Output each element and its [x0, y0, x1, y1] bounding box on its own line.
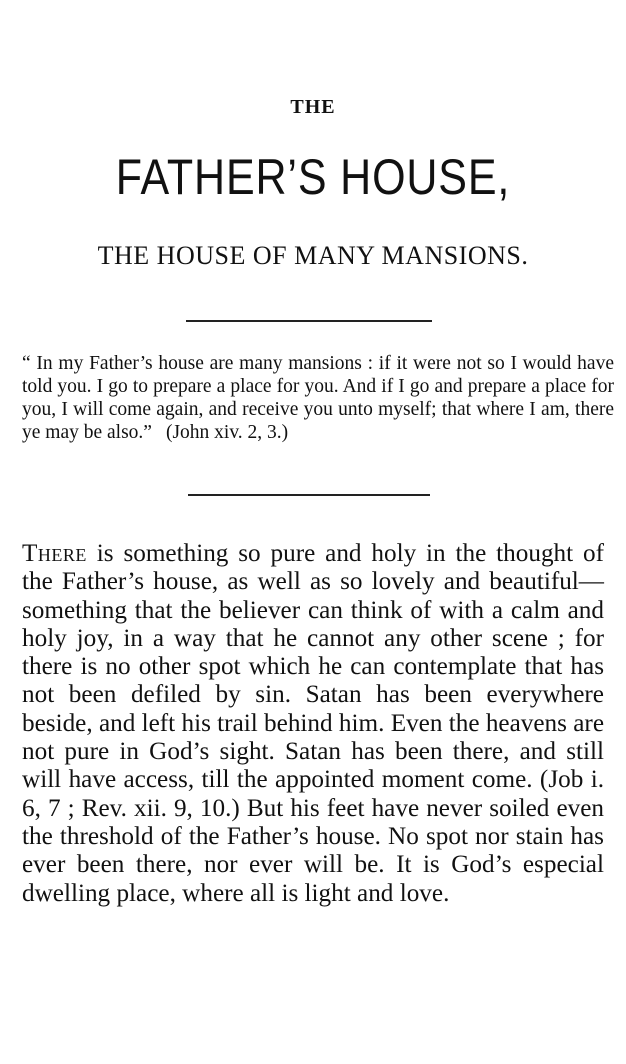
- bottom-divider: [188, 494, 430, 496]
- body-text: is something so pure and holy in the thought of the Father’s house, as well as so lovely and beautiful—something that the believer can think of with a calm and holy joy, in a way that he cannot any other scene ; for there is no other spot which he can contemplate that has not been defiled by sin. Satan has been everywhere beside, and left his trail behind him. Even the heavens are not pure in God’s sight. Satan has been there, and still will have access, till the appointed moment come. (Job i. 6, 7 ; Rev. xii. 9, 10.) But his feet have never soiled even the threshold of the Father’s house. No spot nor stain has ever been there, nor ever will be. It is God’s especial dwelling place, where all is light and love.: [22, 540, 604, 907]
- body-paragraph: [22, 540, 604, 908]
- epigraph: [22, 352, 614, 444]
- top-divider: [186, 320, 432, 322]
- title-kicker: THE: [290, 96, 336, 118]
- epigraph-quote: “ In my Father’s house are many mansions : if it were not so I would have told you. I go to prepare a place for you. And if I go and prepare a place for you, I will come again, and receive you unto myself; that where I am, there ye may be also.”: [22, 353, 614, 443]
- epigraph-citation: (John xiv. 2, 3.): [165, 422, 289, 443]
- page-title: FATHER’S HOUSE,: [115, 149, 511, 205]
- lead-word: There: [22, 540, 87, 567]
- page-subtitle: THE HOUSE OF MANY MANSIONS.: [97, 241, 529, 270]
